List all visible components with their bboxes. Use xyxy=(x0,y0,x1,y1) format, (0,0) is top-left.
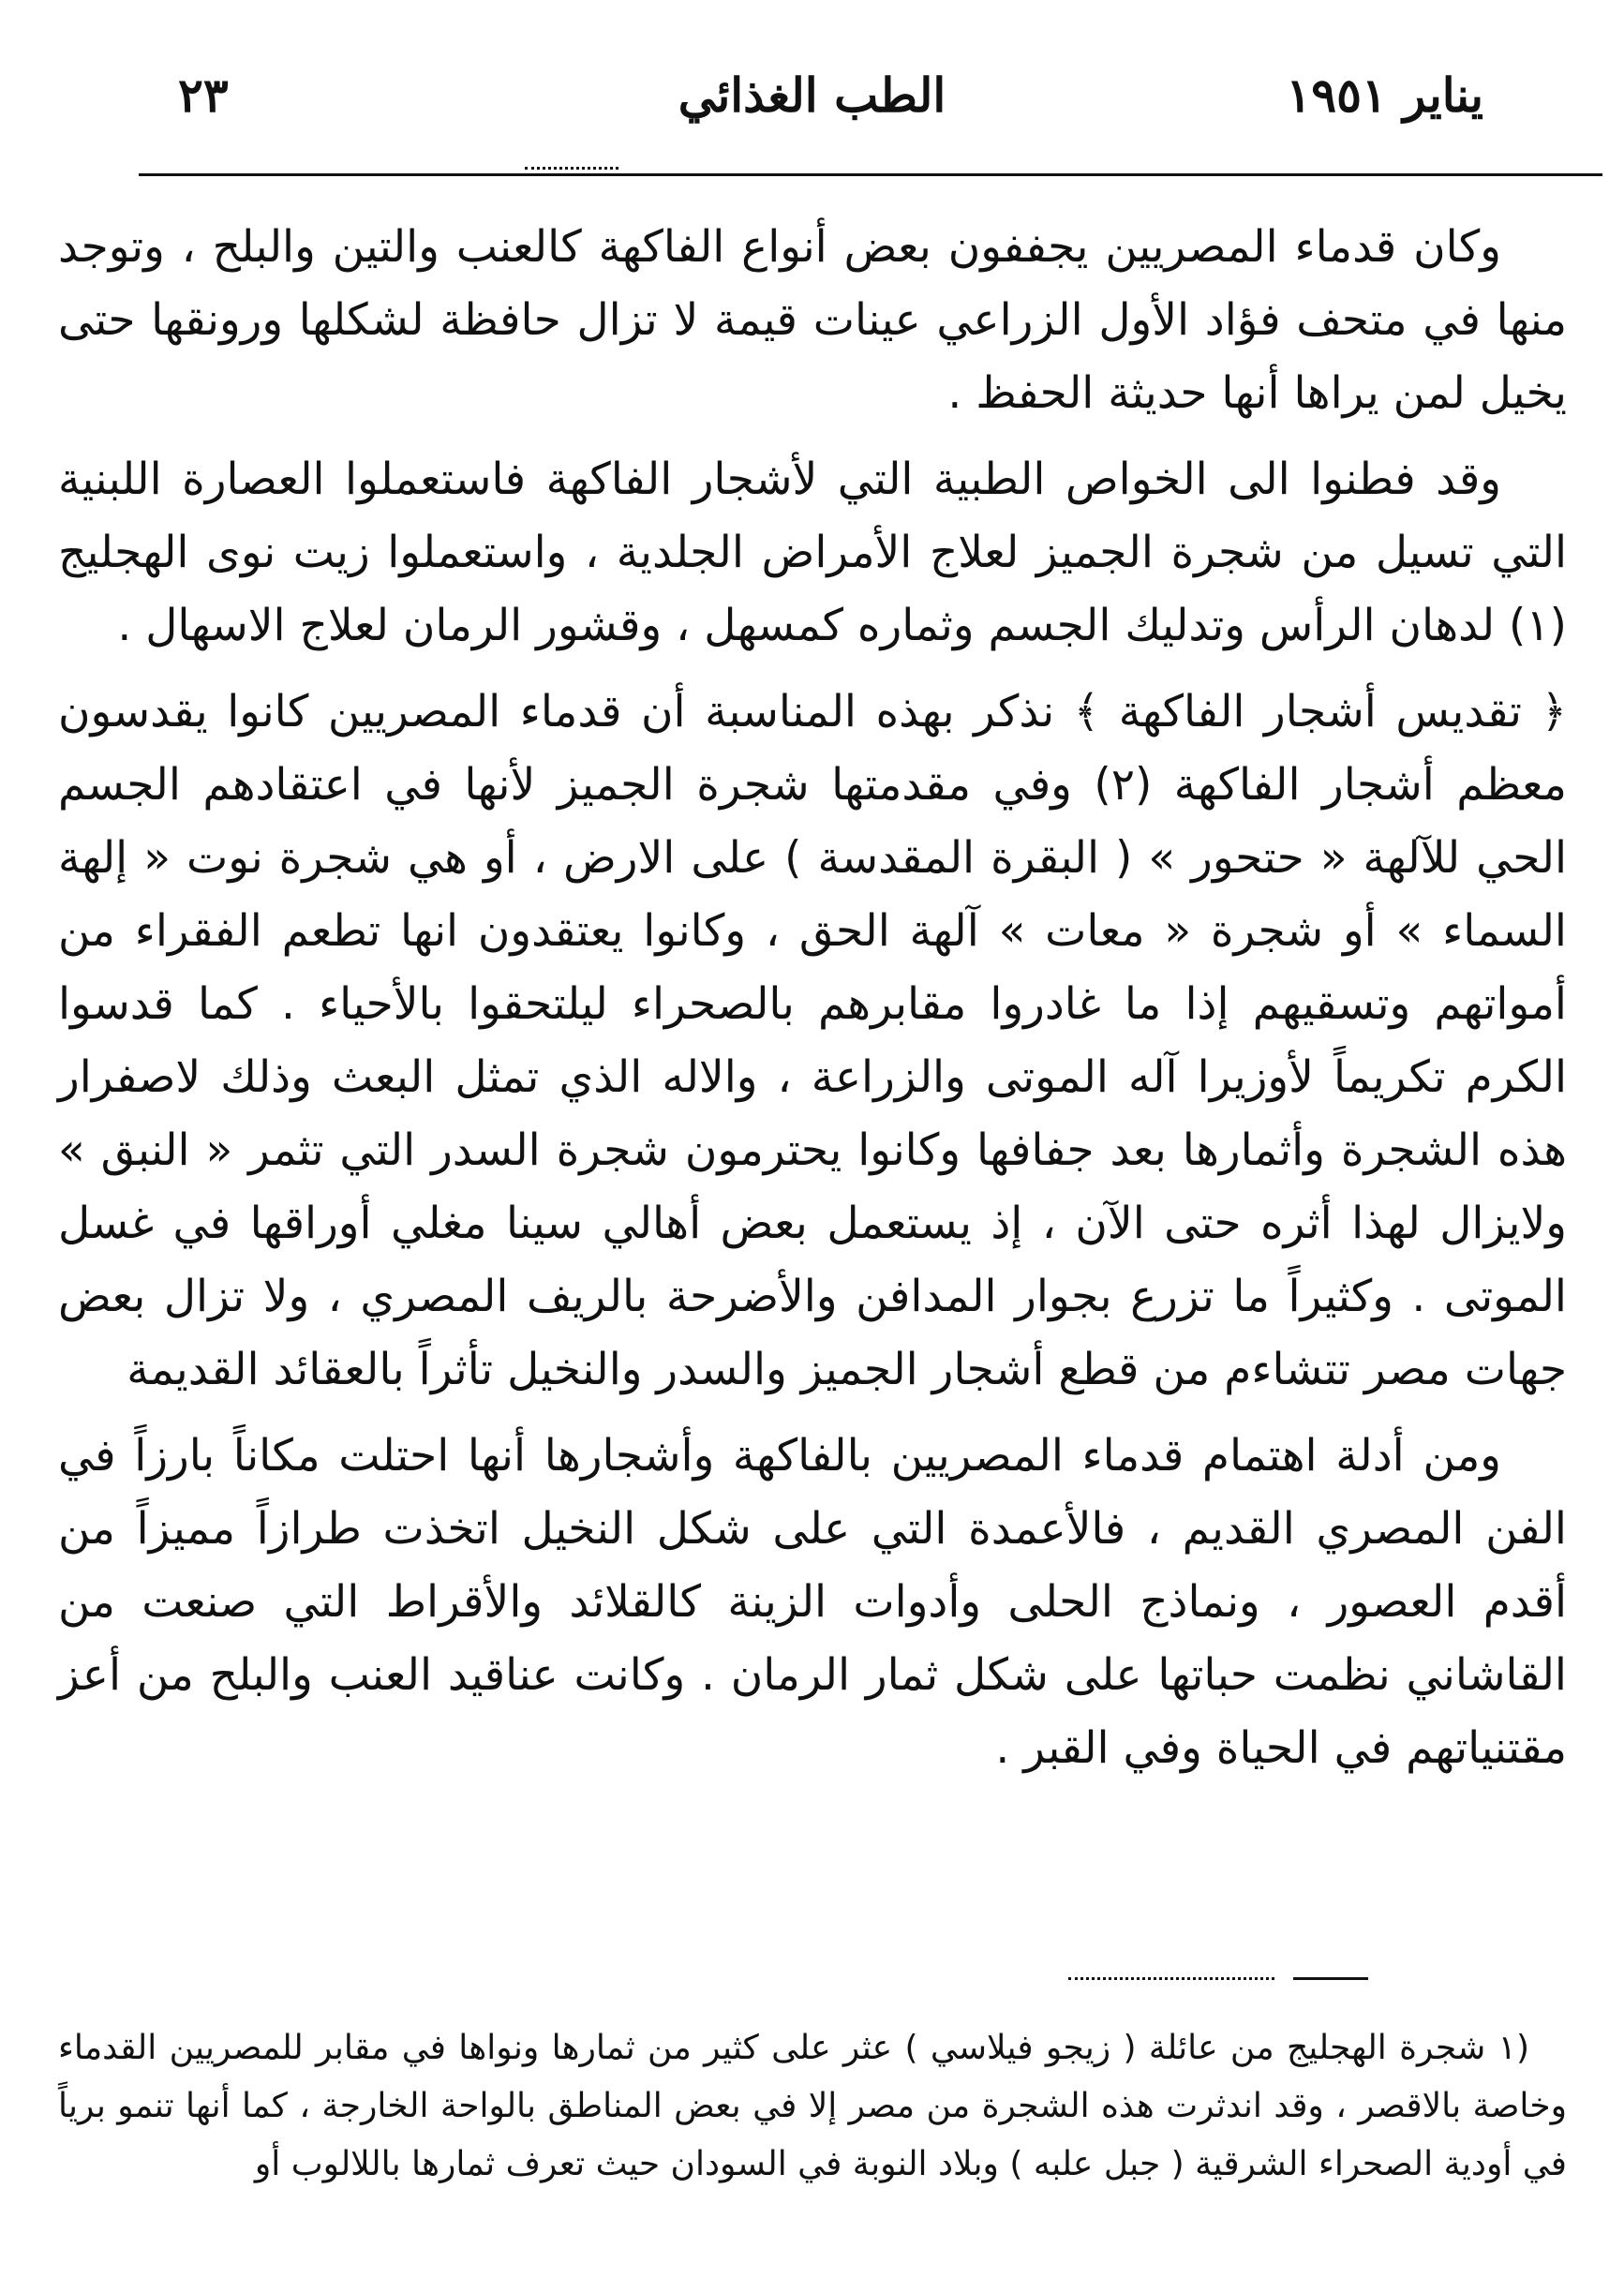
header-title: الطب الغذائي xyxy=(678,67,946,123)
page-number: ٢٣ xyxy=(178,67,229,123)
article-body xyxy=(58,211,1567,1785)
paragraph-dried-fruits: وكان قدماء المصريين يجففون بعض أنواع الفاكهة كالعنب والتين والبلح ، وتوجد منها في متحف فؤاد الأول الزراعي عينات قيمة لا تزال حافظة لشكلها ورونقها حتى يخيل لمن يراها أنها حديثة الحفظ . xyxy=(58,221,1567,419)
paragraph-sanctifying-trees: ﴿ تقديس أشجار الفاكهة ﴾ نذكر بهذه المناسبة أن قدماء المصريين كانوا يقدسون معظم أشجار الفاكهة (٢) وفي مقدمتها شجرة الجميز لأنها في اعتقادهم الجسم الحي للآلهة « حتحور » ( البقرة المقدسة ) على الارض ، أو هي شجرة نوت « إلهة السماء » أو شجرة « معات » آلهة الحق ، وكانوا يعتقدون انها تطعم الفقراء من أمواتهم وتسقيهم إذا ما غادروا مقابرهم بالصحراء ليلتحقوا بالأحياء . كما قدسوا الكرم تكريماً لأوزيرا آله الموتى والزراعة ، والاله الذي تمثل البعث وذلك لاصفرار هذه الشجرة وأثمارها بعد جفافها وكانوا يحترمون شجرة السدر التي تثمر « النبق » ولايزال لهذا أثره حتى الآن ، إذ يستعمل بعض أهالي سينا مغلي أوراقها في غسل الموتى . وكثيراً ما تزرع بجوار المدافن والأضرحة بالريف المصري ، ولا تزال بعض جهات مصر تتشاءم من قطع أشجار الجميز والسدر والنخيل تأثراً بالعقائد القديمة xyxy=(58,686,1567,1395)
footnotes xyxy=(58,2019,1567,2194)
header-rule-ornament xyxy=(525,167,618,170)
footnote-1: (١ شجرة الهجليج من عائلة ( زيجو فيلاسي ) عثر على كثير من ثمارها ونواها في مقابر للمصريين القدماء وخاصة بالاقصر ، وقد اندثرت هذه الشجرة من مصر إلا في بعض المناطق بالواحة الخارجة ، كما أنها تنمو برياً في أودية الصحراء الشرقية ( جبل علبه ) وبلاد النوبة في السودان حيث تعرف ثمارها باللالوب أو xyxy=(58,2029,1567,2183)
running-header xyxy=(141,58,1483,133)
header-date: يناير ١٩٥١ xyxy=(1286,67,1483,123)
footnote-rule xyxy=(1293,1977,1368,1980)
footnote-rule-dotted xyxy=(1068,1977,1274,1980)
header-rule xyxy=(139,173,1602,176)
paragraph-ancient-art: ومن أدلة اهتمام قدماء المصريين بالفاكهة وأشجارها أنها احتلت مكاناً بارزاً في الفن المصري القديم ، فالأعمدة التي على شكل النخيل اتخذت طرازاً مميزاً من أقدم العصور ، ونماذج الحلى وأدوات الزينة كالقلائد والأقراط التي صنعت من القاشاني نظمت حباتها على شكل ثمار الرمان . وكانت عناقيد العنب والبلح من أعز مقتنياتهم في الحياة وفي القبر . xyxy=(58,1430,1567,1774)
paragraph-medical-properties: وقد فطنوا الى الخواص الطبية التي لأشجار الفاكهة فاستعملوا العصارة اللبنية التي تسيل من شجرة الجميز لعلاج الأمراض الجلدية ، واستعملوا زيت نوى الهجليج (١) لدهان الرأس وتدليك الجسم وثماره كمسهل ، وقشور الرمان لعلاج الاسهال . xyxy=(58,454,1567,651)
